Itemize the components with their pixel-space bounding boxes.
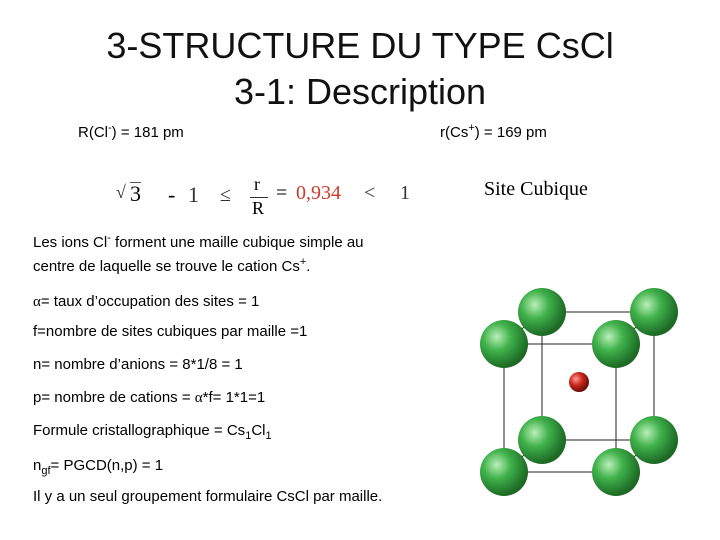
description bbox=[33, 234, 463, 276]
ratio-denominator: R bbox=[252, 198, 265, 218]
lt-sign: < bbox=[364, 182, 376, 204]
p-line: p= nombre de cations = α*f= 1*1=1 bbox=[33, 389, 266, 406]
cl-ion-front-bottom-left bbox=[480, 448, 528, 496]
ngf-line: $n_{gf}=$ PGCD(n,p) = 1 bbox=[33, 457, 164, 477]
cation-radius: r(Cs+) = 169 pm bbox=[440, 122, 547, 141]
anion-radius: R(Cl-) = 181 pm bbox=[78, 122, 184, 141]
minus-sign: - bbox=[168, 182, 176, 207]
ratio-numerator: r bbox=[254, 174, 260, 194]
cl-ion-front-top-left bbox=[480, 320, 528, 368]
ratio-value: 0,934 bbox=[296, 182, 341, 204]
site-label: Site Cubique bbox=[484, 178, 588, 200]
one-right: 1 bbox=[400, 182, 410, 204]
equals-sign: = bbox=[276, 182, 288, 204]
page-subtitle: 3-1: Description bbox=[233, 71, 487, 112]
crystal-formula-line: Formule cristallographique = $Cs_1Cl_1$ bbox=[33, 422, 272, 442]
description-line-1: Les ions Cl- forment une maille cubique simple au bbox=[33, 232, 364, 251]
last-line: Il y a un seul groupement formulaire CsCl par maille. bbox=[33, 488, 383, 505]
page-title: 3-STRUCTURE DU TYPE CsCl bbox=[106, 25, 614, 66]
sqrt-argument: 3 bbox=[130, 181, 141, 206]
cl-ion-front-top-right bbox=[592, 320, 640, 368]
cl-ion-back-bottom-left bbox=[518, 416, 566, 464]
le-sign: ≤ bbox=[220, 184, 231, 206]
radius-ratio-formula bbox=[116, 176, 436, 222]
cl-ion-back-top-right bbox=[630, 288, 678, 336]
description-line-2: centre de laquelle se trouve le cation Cs+. bbox=[33, 256, 311, 275]
alpha-line: α= taux d’occupation des sites = 1 bbox=[33, 293, 260, 310]
sqrt-symbol: √ bbox=[116, 182, 126, 202]
f-line: f=nombre de sites cubiques par maille =1 bbox=[33, 323, 308, 340]
one-left: 1 bbox=[188, 182, 199, 207]
cl-ion-back-bottom-right bbox=[630, 416, 678, 464]
cscl-unit-cell-diagram bbox=[470, 282, 690, 518]
n-line: n= nombre d’anions = 8*1/8 = 1 bbox=[33, 356, 243, 373]
cl-ion-back-top-left bbox=[518, 288, 566, 336]
cs-ion-center bbox=[569, 372, 589, 392]
cl-ion-front-bottom-right bbox=[592, 448, 640, 496]
